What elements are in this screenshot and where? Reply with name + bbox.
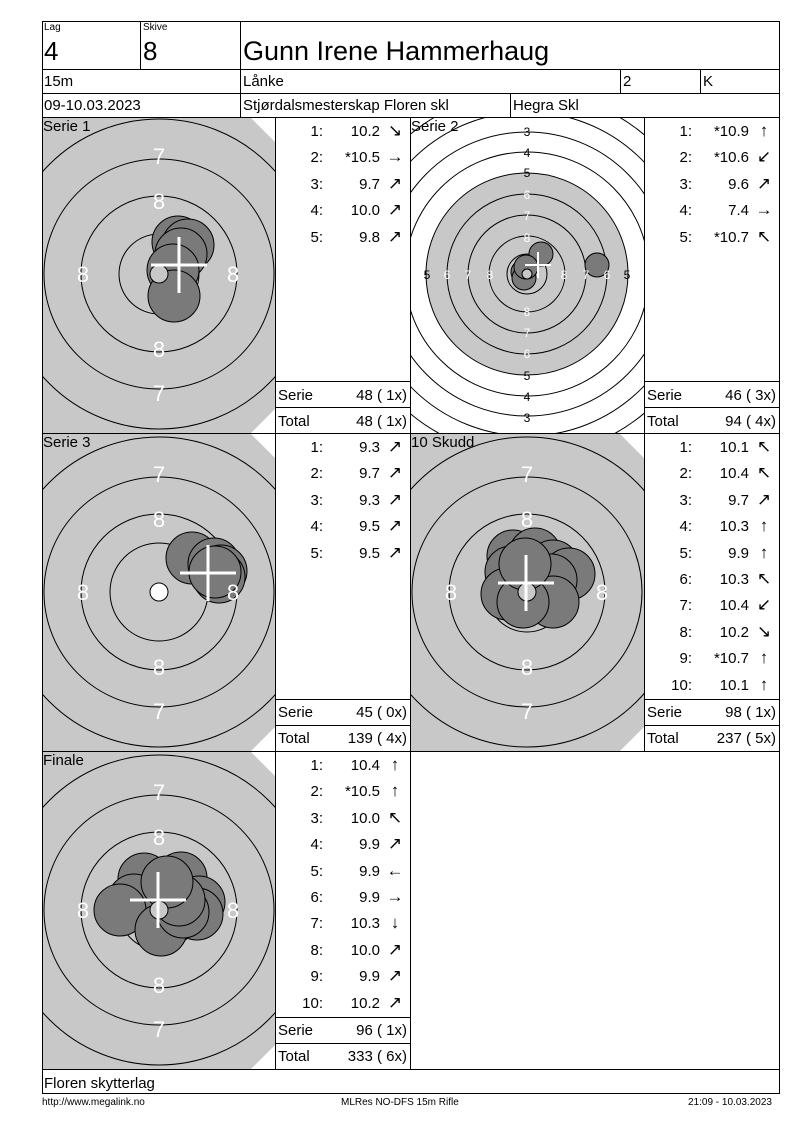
ring-label: 8: [76, 262, 90, 287]
shot-direction-arrow-icon: ↘: [387, 121, 403, 140]
serie-value: 48 ( 1x): [356, 387, 407, 404]
shot-score: 9.7: [359, 175, 380, 193]
panel-title: Serie 3: [43, 434, 91, 451]
shot-row: [645, 149, 779, 175]
shot-score: 9.3: [359, 439, 380, 456]
panel-title: 10 Skudd: [411, 434, 475, 451]
shot-number: 2:: [679, 149, 692, 167]
shot-row: [645, 674, 779, 703]
ring-label: 8: [520, 507, 534, 532]
total-value: 237 ( 5x): [716, 730, 776, 747]
ring-label: 8: [226, 580, 240, 605]
shot-direction-arrow-icon: →: [386, 147, 404, 167]
total-summary-2: [646, 413, 778, 433]
ring-label: 3: [523, 125, 531, 139]
shot-number: 9:: [679, 650, 692, 668]
total-summary-3: [277, 730, 409, 750]
shot-number: 2:: [310, 465, 323, 483]
shot-score: 10.2: [350, 994, 380, 1012]
total-label: Total: [647, 730, 679, 747]
shot-number: 9:: [310, 968, 323, 986]
shot-score: 10.2: [350, 123, 380, 140]
event-date: 09-10.03.2023: [44, 97, 141, 114]
shot-direction-arrow-icon: ↑: [390, 781, 400, 801]
shot-row: [645, 465, 779, 491]
shot-direction-arrow-icon: ↗: [387, 226, 403, 246]
ring-label: 8: [520, 655, 534, 680]
shot-row: [276, 915, 410, 941]
shooter-name: Gunn Irene Hammerhaug: [243, 36, 550, 66]
shot-score: 10.2: [719, 623, 749, 641]
class-number: 2: [623, 73, 632, 90]
shot-number: 10:: [302, 994, 323, 1012]
shot-row: [276, 757, 410, 783]
shot-direction-arrow-icon: ↗: [387, 437, 403, 456]
ring-label: 7: [523, 209, 531, 223]
shot-score: 10.3: [719, 571, 749, 588]
target-serie-2: [411, 118, 644, 433]
shot-number: 4:: [310, 836, 323, 854]
serie-value: 45 ( 0x): [356, 704, 407, 721]
shot-direction-arrow-icon: ↑: [759, 648, 769, 668]
ring-label: 8: [76, 898, 90, 923]
shot-number: 2:: [310, 149, 323, 167]
target-10-skudd: [411, 434, 644, 751]
shot-number: 1:: [679, 123, 692, 140]
shot-direction-arrow-icon: ↘: [756, 621, 772, 641]
ring-label: 8: [523, 231, 531, 245]
shot-number: 2:: [679, 465, 692, 483]
shot-direction-arrow-icon: ↗: [387, 542, 403, 562]
ring-label: 7: [152, 699, 166, 724]
shot-score: 9.6: [728, 175, 749, 193]
shot-list-finale: [276, 752, 410, 1016]
shot-number: 3:: [679, 491, 692, 509]
shot-score: *10.5: [344, 149, 380, 167]
target-serie-1: [43, 118, 275, 433]
shot-direction-arrow-icon: ↙: [756, 595, 772, 615]
shot-row: [276, 518, 410, 544]
shot-number: 4:: [679, 518, 692, 536]
shot-number: 2:: [310, 783, 323, 801]
shot-number: 3:: [310, 175, 323, 193]
ring-label: 6: [523, 188, 531, 202]
shot-direction-arrow-icon: ↙: [756, 147, 772, 167]
panel-title: Serie 2: [411, 118, 459, 135]
shot-number: 6:: [679, 571, 692, 588]
shot-number: 7:: [679, 597, 692, 615]
total-value: 94 ( 4x): [725, 413, 776, 430]
shot-number: 5:: [310, 544, 323, 562]
venue: Hegra Skl: [513, 97, 579, 114]
ring-label: 8: [595, 580, 609, 605]
ring-label: 5: [423, 268, 431, 282]
shot-direction-arrow-icon: ↖: [756, 569, 772, 588]
ring-label: 7: [152, 1017, 166, 1042]
shot-row: [645, 202, 779, 228]
shot-number: 10:: [671, 676, 692, 694]
shot-score: 10.0: [350, 202, 380, 220]
shot-score: 9.3: [359, 491, 380, 509]
ten-ring: [150, 265, 168, 283]
serie-value: 96 ( 1x): [356, 1022, 407, 1039]
shot-list-serie-3: [276, 434, 410, 698]
shot-score: 10.1: [719, 439, 749, 456]
lag-value: 4: [44, 36, 59, 66]
serie-value: 46 ( 3x): [725, 387, 776, 404]
shot-score: 9.9: [359, 968, 380, 986]
panel-title: Finale: [43, 752, 84, 769]
ring-label: 4: [523, 390, 531, 404]
shot-score: 9.9: [359, 836, 380, 854]
club-name: Floren skytterlag: [44, 1075, 155, 1092]
ten-ring: [150, 583, 168, 601]
shot-direction-arrow-icon: ↗: [756, 489, 772, 509]
total-value: 48 ( 1x): [356, 413, 407, 430]
shot-row: [276, 807, 410, 836]
ten-ring: [522, 269, 532, 279]
serie-label: Serie: [647, 704, 683, 721]
shot-row: [276, 149, 410, 175]
shot-score: 10.3: [719, 518, 749, 536]
total-value: 333 ( 6x): [347, 1048, 407, 1065]
shot-score: 10.4: [719, 465, 749, 483]
shot-number: 1:: [310, 757, 323, 774]
shot-row: [645, 489, 779, 518]
ring-label: 7: [523, 326, 531, 340]
shot-row: [276, 860, 410, 889]
shot-score: 10.4: [350, 757, 380, 774]
shot-row: [645, 571, 779, 597]
ring-label: 7: [152, 780, 166, 805]
shot-direction-arrow-icon: ↗: [387, 992, 403, 1012]
shot-number: 7:: [310, 915, 323, 933]
shot-direction-arrow-icon: ↗: [387, 200, 403, 220]
total-summary-1: [277, 413, 409, 433]
shot-score: 9.8: [359, 228, 380, 246]
shot-direction-arrow-icon: ↑: [759, 516, 769, 536]
shot-number: 4:: [310, 202, 323, 220]
shot-row: [276, 489, 410, 518]
ring-label: 7: [520, 462, 534, 487]
shot-row: [276, 992, 410, 1021]
serie-label: Serie: [647, 387, 683, 404]
shot-number: 5:: [310, 228, 323, 246]
shot-row: [276, 836, 410, 862]
shot-score: 10.3: [350, 915, 380, 933]
shot-number: 3:: [310, 491, 323, 509]
total-summary-5: [277, 1048, 409, 1068]
shot-row: [276, 465, 410, 491]
shot-score: 9.7: [728, 491, 749, 509]
total-label: Total: [278, 1048, 310, 1065]
shot-number: 5:: [310, 862, 323, 880]
shot-row: [276, 889, 410, 915]
shot-row: [276, 439, 410, 465]
shot-list-serie-1: [276, 118, 410, 380]
shot-number: 4:: [310, 518, 323, 536]
ring-label: 8: [152, 973, 166, 998]
shot-number: 1:: [310, 439, 323, 456]
shot-direction-arrow-icon: ↖: [756, 463, 772, 483]
ring-label: 8: [226, 898, 240, 923]
shot-score: 7.4: [728, 202, 749, 220]
class-letter: K: [703, 73, 714, 90]
total-summary-4: [646, 730, 778, 750]
lag-label: Lag: [44, 22, 61, 33]
shot-row: [645, 650, 779, 676]
ring-label: 8: [152, 507, 166, 532]
serie-value: 98 ( 1x): [725, 704, 776, 721]
ring-label: 8: [560, 268, 568, 282]
serie-label: Serie: [278, 1022, 314, 1039]
shot-row: [276, 226, 410, 255]
shot-direction-arrow-icon: ↗: [387, 516, 403, 536]
skive-value: 8: [143, 36, 158, 66]
ring-label: 7: [582, 268, 590, 282]
ring-label: 3: [523, 411, 531, 425]
shot-direction-arrow-icon: ↑: [759, 674, 769, 694]
shot-direction-arrow-icon: ↓: [390, 913, 400, 933]
ring-label: 7: [152, 381, 166, 406]
shot-number: 8:: [679, 623, 692, 641]
target-finale: [43, 752, 275, 1069]
shot-number: 4:: [679, 202, 692, 220]
shot-score: 10.4: [719, 597, 749, 615]
serie-summary-3: [277, 704, 409, 724]
shot-score: 9.7: [359, 465, 380, 483]
shot-direction-arrow-icon: ↗: [756, 173, 772, 193]
ring-label: 8: [152, 825, 166, 850]
serie-label: Serie: [278, 387, 314, 404]
ring-label: 8: [76, 580, 90, 605]
ring-label: 6: [443, 268, 451, 282]
shot-number: 1:: [310, 123, 323, 140]
total-label: Total: [647, 413, 679, 430]
ring-label: 8: [152, 337, 166, 362]
shot-row: [645, 597, 779, 623]
ring-label: 4: [523, 146, 531, 160]
shot-row: [645, 542, 779, 571]
ring-label: 8: [226, 262, 240, 287]
ring-label: 7: [152, 144, 166, 169]
ring-label: 8: [152, 655, 166, 680]
shot-direction-arrow-icon: ↖: [756, 437, 772, 456]
total-label: Total: [278, 730, 310, 747]
shot-number: 3:: [310, 809, 323, 827]
shot-direction-arrow-icon: →: [755, 200, 773, 220]
panel-title: Serie 1: [43, 118, 91, 135]
website-link[interactable]: http://www.megalink.no: [42, 1097, 145, 1108]
serie-summary-5: [277, 1022, 409, 1042]
distance: 15m: [44, 73, 74, 90]
shot-number: 1:: [679, 439, 692, 456]
shot-direction-arrow-icon: ↖: [387, 807, 403, 827]
target-serie-3: [43, 434, 275, 751]
shot-number: 6:: [310, 889, 323, 906]
ring-label: 7: [464, 268, 472, 282]
shot-row: [276, 202, 410, 228]
shot-score: *10.6: [713, 149, 749, 167]
shot-direction-arrow-icon: ↗: [387, 966, 403, 986]
shot-score: 9.5: [359, 544, 380, 562]
shot-score: 10.1: [719, 676, 749, 694]
shot-direction-arrow-icon: ↖: [756, 226, 772, 246]
shot-score: 10.0: [350, 941, 380, 959]
ring-label: 5: [623, 268, 631, 282]
shot-row: [645, 518, 779, 544]
shot-number: 8:: [310, 941, 323, 959]
shot-list-serie-2: [645, 118, 779, 380]
shot-row: [645, 621, 779, 650]
shot-score: 9.9: [359, 889, 380, 906]
shot-direction-arrow-icon: ↑: [390, 755, 400, 774]
club-short: Lånke: [243, 73, 284, 90]
ring-label: 8: [152, 189, 166, 214]
shot-row: [276, 968, 410, 994]
shot-row: [276, 123, 410, 149]
shot-row: [645, 226, 779, 255]
shot-score: 9.9: [359, 862, 380, 880]
shot-row: [276, 939, 410, 968]
serie-label: Serie: [278, 704, 314, 721]
ring-label: 8: [523, 305, 531, 319]
shot-direction-arrow-icon: ↗: [387, 173, 403, 193]
ring-label: 8: [486, 268, 494, 282]
software-name: MLRes NO-DFS 15m Rifle: [341, 1097, 459, 1108]
print-timestamp: 21:09 - 10.03.2023: [688, 1097, 772, 1108]
total-label: Total: [278, 413, 310, 430]
shot-row: [276, 173, 410, 202]
ring-label: 7: [152, 462, 166, 487]
ring-label: 6: [523, 347, 531, 361]
shot-number: 5:: [679, 544, 692, 562]
ring-label: 8: [444, 580, 458, 605]
shot-row: [276, 783, 410, 809]
shot-score: *10.7: [713, 650, 749, 668]
shot-direction-arrow-icon: ↗: [387, 834, 403, 854]
shot-list-10-skudd: [645, 434, 779, 698]
shot-score: 10.0: [350, 809, 380, 827]
shot-direction-arrow-icon: →: [386, 887, 404, 906]
shot-score: *10.5: [344, 783, 380, 801]
ring-label: 7: [520, 699, 534, 724]
event-name: Stjørdalsmesterskap Floren skl: [243, 97, 449, 114]
shot-direction-arrow-icon: ↗: [387, 463, 403, 483]
serie-summary-4: [646, 704, 778, 724]
shot-score: *10.9: [713, 123, 749, 140]
shot-row: [645, 439, 779, 465]
ring-label: 6: [603, 268, 611, 282]
total-value: 139 ( 4x): [347, 730, 407, 747]
skive-label: Skive: [143, 22, 168, 33]
shot-score: 9.5: [359, 518, 380, 536]
shot-number: 3:: [679, 175, 692, 193]
shot-row: [645, 173, 779, 202]
shot-row: [645, 123, 779, 149]
shot-direction-arrow-icon: ↗: [387, 489, 403, 509]
serie-summary-1: [277, 387, 409, 407]
shot-direction-arrow-icon: ↑: [759, 542, 769, 562]
ring-label: 5: [523, 166, 531, 180]
shot-direction-arrow-icon: ↑: [759, 121, 769, 140]
shot-direction-arrow-icon: ←: [386, 860, 404, 880]
serie-summary-2: [646, 387, 778, 407]
shot-score: 9.9: [728, 544, 749, 562]
shot-row: [276, 542, 410, 571]
ring-label: 5: [523, 369, 531, 383]
shot-number: 5:: [679, 228, 692, 246]
shot-direction-arrow-icon: ↗: [387, 939, 403, 959]
shot-score: *10.7: [713, 228, 749, 246]
